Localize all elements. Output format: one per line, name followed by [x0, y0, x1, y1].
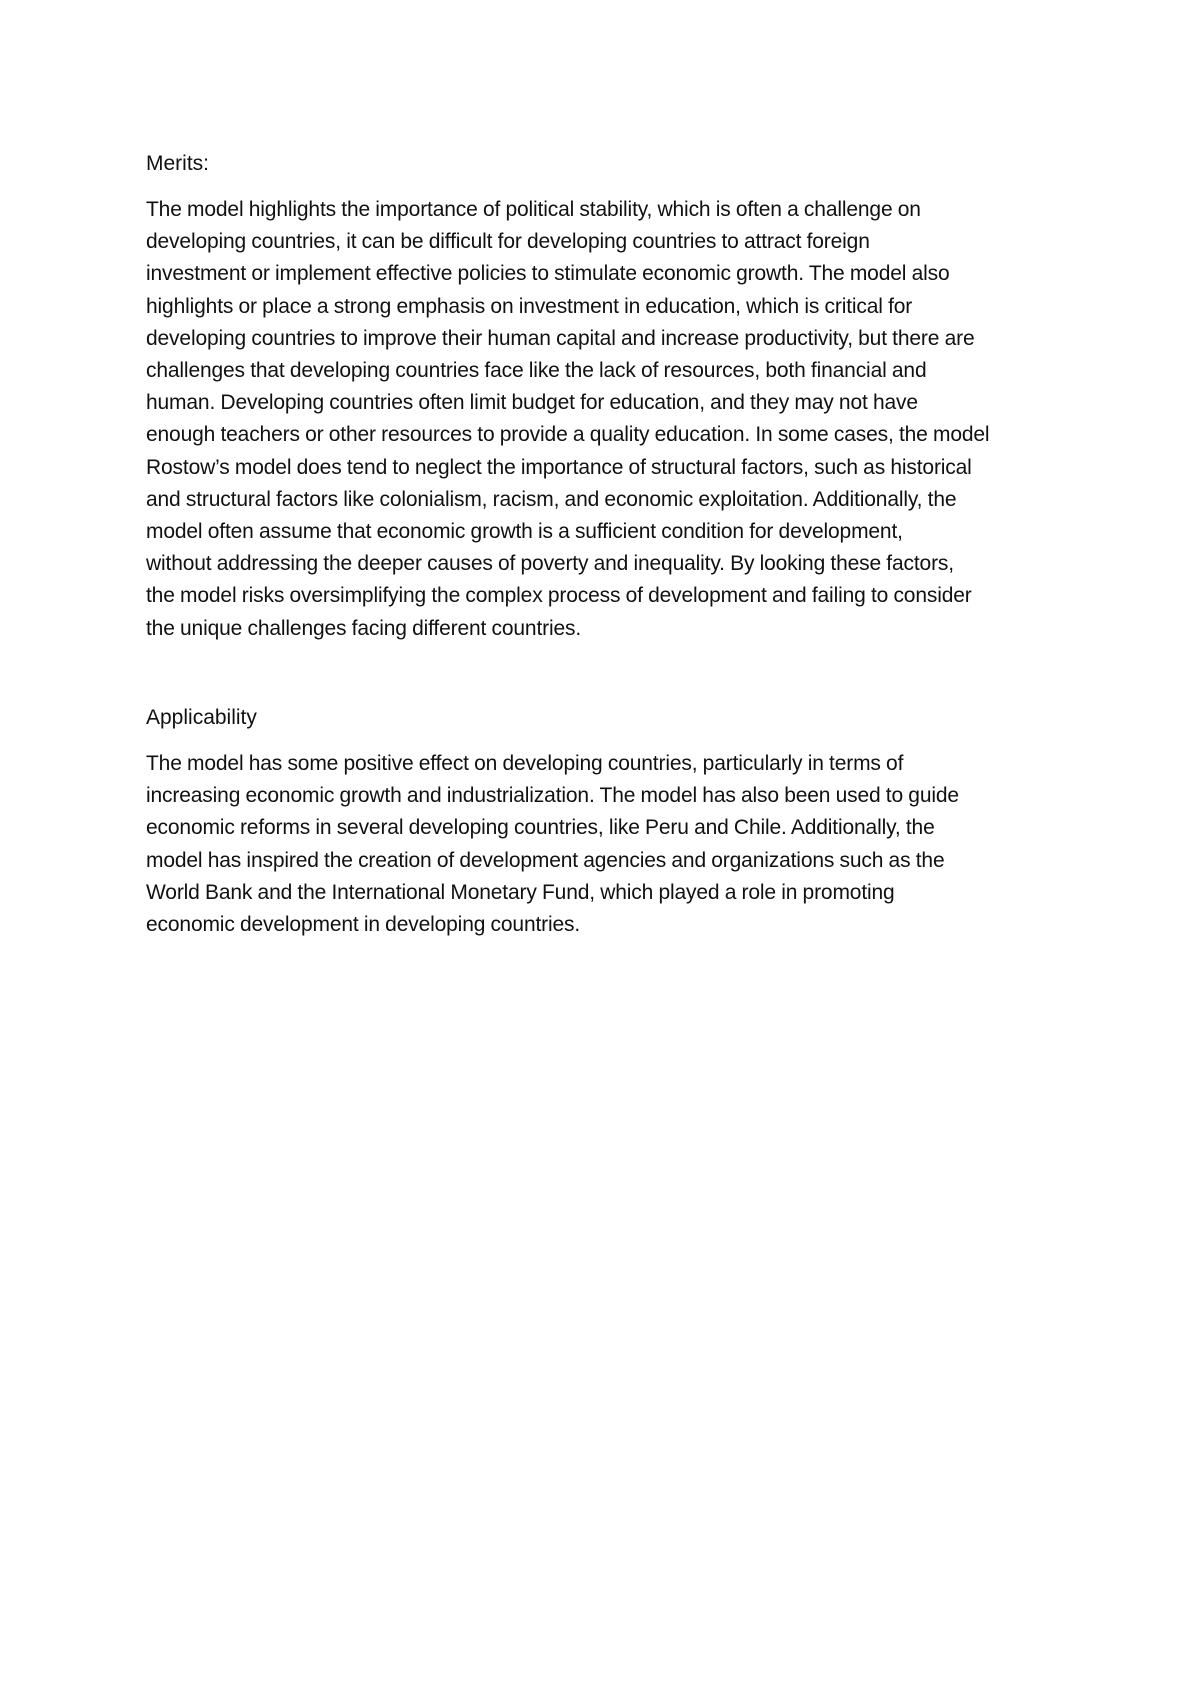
section-applicability	[146, 702, 1066, 941]
merits-paragraph: The model highlights the importance of political stability, which is often a challenge on developing countries, it can be difficult for developing countries to attract foreign investment or implement effective policies to stimulate economic growth. The model also highlights or place a strong emphasis on investment in education, which is critical for developing countries to improve their human capital and increase productivity, but there are challenges that developing countries face like the lack of resources, both financial and human. Developing countries often limit budget for education, and they may not have enough teachers or other resources to provide a quality education. In some cases, the model Rostow’s model does tend to neglect the importance of structural factors, such as historical and structural factors like colonialism, racism, and economic exploitation. Additionally, the model often assume that economic growth is a sufficient condition for development, without addressing the deeper causes of poverty and inequality. By looking these factors, the model risks oversimplifying the complex process of development and failing to consider the unique challenges facing different countries.	[146, 198, 990, 640]
applicability-heading: Applicability	[146, 706, 257, 729]
section-merits	[146, 148, 1066, 645]
merits-heading: Merits:	[146, 152, 209, 175]
applicability-paragraph: The model has some positive effect on developing countries, particularly in terms of increasing economic growth and industrialization. The model has also been used to guide economic reforms in several developing countries, like Peru and Chile. Additionally, the model has inspired the creation of development agencies and organizations such as the World Bank and the International Monetary Fund, which played a role in promoting economic development in developing countries.	[146, 752, 959, 937]
